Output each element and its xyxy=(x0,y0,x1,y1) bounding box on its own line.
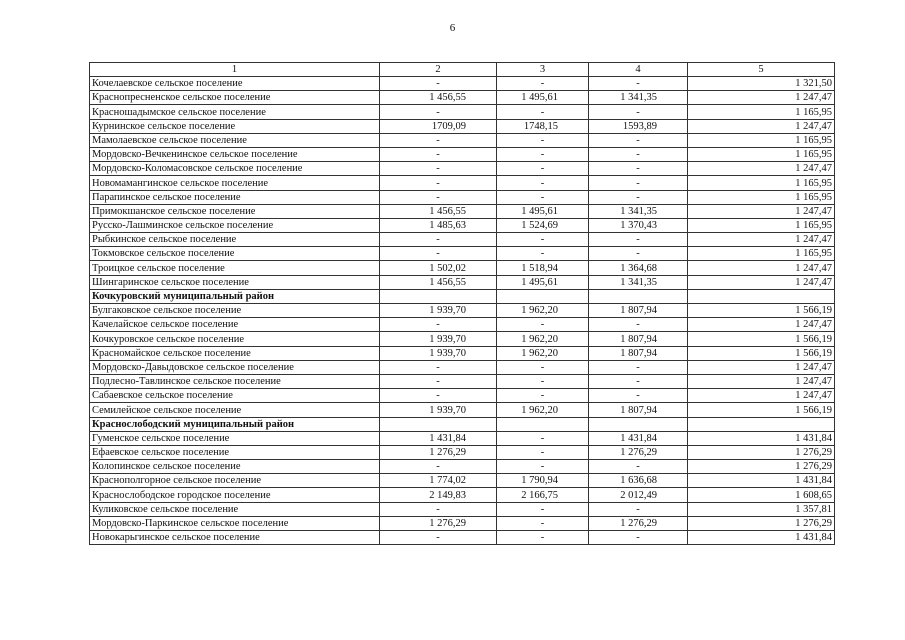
value-col5: 1 247,47 xyxy=(688,389,835,403)
value-col4: 1 341,35 xyxy=(589,275,688,289)
value-col4: 1 431,84 xyxy=(589,431,688,445)
column-header: 2 xyxy=(380,63,497,77)
settlement-name: Мордовско-Вечкенинское сельское поселение xyxy=(90,147,380,161)
empty-cell xyxy=(589,289,688,303)
value-col4: - xyxy=(589,360,688,374)
value-col3: 1 518,94 xyxy=(497,261,589,275)
value-col2: 1 431,84 xyxy=(380,431,497,445)
settlement-name: Мордовско-Паркинское сельское поселение xyxy=(90,516,380,530)
page-number: 6 xyxy=(449,22,456,34)
value-col2: 1 276,29 xyxy=(380,516,497,530)
value-col4: 1 807,94 xyxy=(589,304,688,318)
value-col2: - xyxy=(380,233,497,247)
value-col4: 1 807,94 xyxy=(589,346,688,360)
table-row xyxy=(90,360,835,374)
value-col2: - xyxy=(380,162,497,176)
table-row xyxy=(90,403,835,417)
value-col3: 1 962,20 xyxy=(497,346,589,360)
table-row xyxy=(90,318,835,332)
value-col2: 2 149,83 xyxy=(380,488,497,502)
value-col5: 1 247,47 xyxy=(688,162,835,176)
value-col5: 1 431,84 xyxy=(688,431,835,445)
table-row xyxy=(90,389,835,403)
value-col3: - xyxy=(497,77,589,91)
settlement-name: Рыбкинское сельское поселение xyxy=(90,233,380,247)
value-col3: 1748,15 xyxy=(497,119,589,133)
value-col2: - xyxy=(380,374,497,388)
value-col2: 1 485,63 xyxy=(380,218,497,232)
empty-cell xyxy=(688,289,835,303)
value-col5: 1 165,95 xyxy=(688,247,835,261)
empty-cell xyxy=(380,417,497,431)
table-row xyxy=(90,247,835,261)
value-col2: - xyxy=(380,147,497,161)
settlement-name: Русско-Лашминское сельское поселение xyxy=(90,218,380,232)
value-col2: 1 276,29 xyxy=(380,445,497,459)
table-row xyxy=(90,304,835,318)
table-row xyxy=(90,218,835,232)
value-col4: 1 341,35 xyxy=(589,204,688,218)
value-col3: 1 962,20 xyxy=(497,332,589,346)
settlement-name: Парапинское сельское поселение xyxy=(90,190,380,204)
value-col5: 1 165,95 xyxy=(688,105,835,119)
value-col3: 1 495,61 xyxy=(497,204,589,218)
settlement-name: Курнинское сельское поселение xyxy=(90,119,380,133)
value-col4: - xyxy=(589,162,688,176)
settlement-name: Краснополгорное сельское поселение xyxy=(90,474,380,488)
value-col5: 1 276,29 xyxy=(688,516,835,530)
value-col5: 1 247,47 xyxy=(688,275,835,289)
value-col4: 1593,89 xyxy=(589,119,688,133)
value-col3: - xyxy=(497,318,589,332)
settlement-name: Семилейское сельское поселение xyxy=(90,403,380,417)
table-row xyxy=(90,91,835,105)
value-col5: 1 165,95 xyxy=(688,133,835,147)
value-col3: - xyxy=(497,233,589,247)
value-col4: - xyxy=(589,133,688,147)
settlement-name: Колопинское сельское поселение xyxy=(90,460,380,474)
table-row xyxy=(90,261,835,275)
empty-cell xyxy=(688,417,835,431)
settlement-name: Примокшанское сельское поселение xyxy=(90,204,380,218)
settlement-name: Токмовское сельское поселение xyxy=(90,247,380,261)
value-col2: - xyxy=(380,190,497,204)
value-col4: - xyxy=(589,318,688,332)
table-row xyxy=(90,275,835,289)
value-col3: 1 524,69 xyxy=(497,218,589,232)
table-row xyxy=(90,147,835,161)
column-header: 4 xyxy=(589,63,688,77)
table-row xyxy=(90,445,835,459)
settlement-name: Сабаевское сельское поселение xyxy=(90,389,380,403)
value-col4: 1 276,29 xyxy=(589,445,688,459)
value-col5: 1 247,47 xyxy=(688,233,835,247)
value-col4: 1 341,35 xyxy=(589,91,688,105)
value-col4: 2 012,49 xyxy=(589,488,688,502)
table-row xyxy=(90,516,835,530)
value-col2: 1 939,70 xyxy=(380,403,497,417)
value-col3: - xyxy=(497,190,589,204)
value-col2: 1 456,55 xyxy=(380,275,497,289)
value-col5: 1 247,47 xyxy=(688,318,835,332)
value-col3: - xyxy=(497,162,589,176)
table-row xyxy=(90,346,835,360)
settlement-name: Мордовско-Коломасовское сельское поселение xyxy=(90,162,380,176)
value-col2: 1 456,55 xyxy=(380,91,497,105)
table-row xyxy=(90,176,835,190)
settlement-name: Булгаковское сельское поселение xyxy=(90,304,380,318)
value-col3: - xyxy=(497,516,589,530)
value-col3: - xyxy=(497,502,589,516)
empty-cell xyxy=(497,417,589,431)
value-col4: 1 370,43 xyxy=(589,218,688,232)
settlement-name: Подлесно-Тавлинское сельское поселение xyxy=(90,374,380,388)
value-col4: 1 636,68 xyxy=(589,474,688,488)
value-col5: 1 247,47 xyxy=(688,374,835,388)
table-row xyxy=(90,531,835,545)
value-col2: 1709,09 xyxy=(380,119,497,133)
value-col2: - xyxy=(380,389,497,403)
column-header: 1 xyxy=(90,63,380,77)
value-col2: - xyxy=(380,318,497,332)
value-col3: 1 495,61 xyxy=(497,91,589,105)
value-col5: 1 357,81 xyxy=(688,502,835,516)
table-row xyxy=(90,374,835,388)
value-col5: 1 165,95 xyxy=(688,190,835,204)
settlement-name: Кочкуровское сельское поселение xyxy=(90,332,380,346)
value-col4: - xyxy=(589,233,688,247)
value-col4: - xyxy=(589,190,688,204)
tariff-table xyxy=(89,62,835,545)
section-title: Кочкуровский муниципальный район xyxy=(90,289,380,303)
value-col4: - xyxy=(589,460,688,474)
table-row xyxy=(90,502,835,516)
value-col3: - xyxy=(497,247,589,261)
value-col3: - xyxy=(497,389,589,403)
value-col5: 1 247,47 xyxy=(688,204,835,218)
table-row xyxy=(90,332,835,346)
settlement-name: Краснопресненское сельское поселение xyxy=(90,91,380,105)
column-header: 3 xyxy=(497,63,589,77)
table-row xyxy=(90,119,835,133)
value-col3: 1 790,94 xyxy=(497,474,589,488)
value-col3: - xyxy=(497,133,589,147)
value-col5: 1 276,29 xyxy=(688,460,835,474)
settlement-name: Шингаринское сельское поселение xyxy=(90,275,380,289)
settlement-name: Мамолаевское сельское поселение xyxy=(90,133,380,147)
settlement-name: Куликовское сельское поселение xyxy=(90,502,380,516)
value-col3: - xyxy=(497,105,589,119)
value-col3: - xyxy=(497,176,589,190)
value-col3: - xyxy=(497,374,589,388)
value-col3: - xyxy=(497,531,589,545)
section-title: Краснослободский муниципальный район xyxy=(90,417,380,431)
value-col2: - xyxy=(380,247,497,261)
empty-cell xyxy=(380,289,497,303)
table-row xyxy=(90,204,835,218)
value-col5: 1 165,95 xyxy=(688,176,835,190)
settlement-name: Новокарьгинское сельское поселение xyxy=(90,531,380,545)
value-col4: - xyxy=(589,77,688,91)
value-col2: - xyxy=(380,360,497,374)
value-col4: - xyxy=(589,374,688,388)
value-col5: 1 431,84 xyxy=(688,474,835,488)
settlement-name: Красношадымское сельское поселение xyxy=(90,105,380,119)
value-col4: 1 364,68 xyxy=(589,261,688,275)
value-col5: 1 321,50 xyxy=(688,77,835,91)
settlement-name: Кочелаевское сельское поселение xyxy=(90,77,380,91)
settlement-name: Ефаевское сельское поселение xyxy=(90,445,380,459)
value-col4: 1 807,94 xyxy=(589,332,688,346)
header-row xyxy=(90,63,835,77)
value-col5: 1 247,47 xyxy=(688,360,835,374)
table-row xyxy=(90,474,835,488)
value-col2: - xyxy=(380,105,497,119)
value-col2: - xyxy=(380,460,497,474)
table-row xyxy=(90,133,835,147)
settlement-name: Новомамангинское сельское поселение xyxy=(90,176,380,190)
value-col5: 1 276,29 xyxy=(688,445,835,459)
table-row xyxy=(90,431,835,445)
value-col4: - xyxy=(589,502,688,516)
table-row xyxy=(90,488,835,502)
settlement-name: Краснослободское городское поселение xyxy=(90,488,380,502)
value-col2: 1 502,02 xyxy=(380,261,497,275)
table-row xyxy=(90,460,835,474)
value-col5: 1 431,84 xyxy=(688,531,835,545)
value-col2: - xyxy=(380,176,497,190)
value-col5: 1 165,95 xyxy=(688,218,835,232)
value-col3: 1 962,20 xyxy=(497,304,589,318)
table-row xyxy=(90,77,835,91)
column-header: 5 xyxy=(688,63,835,77)
section-row xyxy=(90,289,835,303)
value-col2: - xyxy=(380,77,497,91)
settlement-name: Мордовско-Давыдовское сельское поселение xyxy=(90,360,380,374)
value-col2: 1 939,70 xyxy=(380,346,497,360)
settlement-name: Красномайское сельское поселение xyxy=(90,346,380,360)
value-col3: 1 962,20 xyxy=(497,403,589,417)
value-col5: 1 608,65 xyxy=(688,488,835,502)
table-row xyxy=(90,190,835,204)
value-col5: 1 566,19 xyxy=(688,332,835,346)
value-col2: - xyxy=(380,531,497,545)
settlement-name: Троицкое сельское поселение xyxy=(90,261,380,275)
value-col3: - xyxy=(497,460,589,474)
value-col4: - xyxy=(589,389,688,403)
empty-cell xyxy=(497,289,589,303)
value-col4: - xyxy=(589,176,688,190)
value-col2: 1 939,70 xyxy=(380,304,497,318)
value-col4: - xyxy=(589,147,688,161)
value-col3: - xyxy=(497,360,589,374)
value-col5: 1 247,47 xyxy=(688,91,835,105)
value-col5: 1 247,47 xyxy=(688,261,835,275)
section-row xyxy=(90,417,835,431)
value-col3: - xyxy=(497,445,589,459)
value-col2: 1 939,70 xyxy=(380,332,497,346)
table-row xyxy=(90,162,835,176)
settlement-name: Гуменское сельское поселение xyxy=(90,431,380,445)
empty-cell xyxy=(589,417,688,431)
value-col5: 1 566,19 xyxy=(688,346,835,360)
value-col4: 1 807,94 xyxy=(589,403,688,417)
value-col5: 1 566,19 xyxy=(688,304,835,318)
table-row xyxy=(90,233,835,247)
value-col4: - xyxy=(589,105,688,119)
value-col2: 1 456,55 xyxy=(380,204,497,218)
value-col4: - xyxy=(589,531,688,545)
value-col5: 1 566,19 xyxy=(688,403,835,417)
value-col5: 1 165,95 xyxy=(688,147,835,161)
value-col3: 1 495,61 xyxy=(497,275,589,289)
value-col2: 1 774,02 xyxy=(380,474,497,488)
value-col4: 1 276,29 xyxy=(589,516,688,530)
value-col3: 2 166,75 xyxy=(497,488,589,502)
table-row xyxy=(90,105,835,119)
value-col3: - xyxy=(497,431,589,445)
value-col4: - xyxy=(589,247,688,261)
value-col2: - xyxy=(380,502,497,516)
value-col2: - xyxy=(380,133,497,147)
settlement-name: Качелайское сельское поселение xyxy=(90,318,380,332)
value-col3: - xyxy=(497,147,589,161)
value-col5: 1 247,47 xyxy=(688,119,835,133)
